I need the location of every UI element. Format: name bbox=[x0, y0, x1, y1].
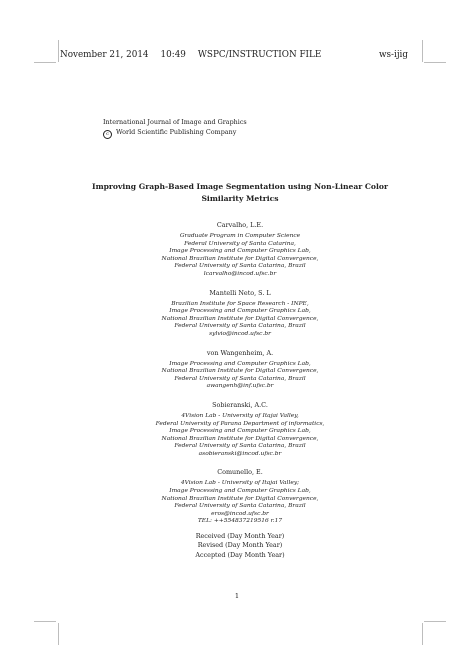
revised-line: Revised (Day Month Year) bbox=[197, 541, 283, 550]
affiliation-line: Brazilian Institute for Space Research - INPE, bbox=[171, 300, 309, 307]
affiliation-line: Image Processing and Computer Graphics Lab, bbox=[169, 360, 311, 367]
affiliation-line: Image Processing and Computer Graphics Lab, bbox=[169, 428, 311, 435]
affiliation-line: National Brazilian Institute for Digital Convergence, bbox=[161, 368, 319, 375]
affiliation-line: National Brazilian Institute for Digital Convergence, bbox=[161, 255, 319, 262]
paper-title-line: Similarity Metrics bbox=[201, 193, 279, 203]
author-affiliation bbox=[102, 361, 378, 391]
page-number: 1 bbox=[234, 592, 240, 600]
affiliation-line: National Brazilian Institute for Digital Convergence, bbox=[161, 495, 319, 502]
crop-mark bbox=[422, 623, 423, 645]
author-affiliation bbox=[102, 413, 378, 459]
journal-publisher-line bbox=[103, 128, 247, 139]
affiliation-line: TEL: ++554837219516 r.17 bbox=[197, 518, 283, 525]
author-block bbox=[102, 289, 378, 339]
author-block bbox=[102, 401, 378, 459]
affiliation-line: asobieranski@incod.ufsc.br bbox=[198, 450, 282, 457]
accepted-line: Accepted (Day Month Year) bbox=[195, 550, 285, 559]
received-line: Received (Day Month Year) bbox=[195, 532, 285, 540]
copyright-icon: c bbox=[103, 130, 112, 139]
affiliation-line: eros@incod.ufsc.br bbox=[211, 510, 269, 517]
affiliation-line: Federal University of Santa Catarina, Brazil bbox=[174, 323, 306, 330]
running-head-file: WSPC/INSTRUCTION FILE bbox=[197, 50, 322, 60]
affiliation-line: Federal University of Santa Catarina, Brazil bbox=[174, 503, 306, 510]
affiliation-line: Federal University of Santa Catarina, bbox=[184, 240, 296, 247]
running-head bbox=[60, 50, 420, 60]
author-affiliation bbox=[102, 480, 378, 526]
journal-info bbox=[103, 118, 247, 139]
affiliation-line: sylvio@incod.ufsc.br bbox=[209, 330, 271, 337]
author-name: von Wangenheim, A. bbox=[206, 348, 274, 357]
author-name: Carvalho, L.E. bbox=[216, 221, 264, 229]
running-head-date: November 21, 2014 bbox=[60, 50, 149, 60]
affiliation-line: National Brazilian Institute for Digital Convergence, bbox=[161, 315, 319, 322]
affiliation-line: Image Processing and Computer Graphics Lab, bbox=[169, 308, 311, 315]
author-name: Sobieranski, A.C. bbox=[212, 400, 268, 409]
author-name: Comunello, E. bbox=[217, 468, 263, 477]
paper-title-line: Improving Graph-Based Image Segmentation using Non-Linear Color bbox=[92, 182, 388, 191]
author-name: Mantelli Neto, S. L bbox=[209, 288, 271, 297]
author-block bbox=[102, 468, 378, 526]
affiliation-line: awangenh@inf.ufsc.br bbox=[206, 383, 274, 390]
affiliation-line: Federal University of Santa Catarina, Brazil bbox=[174, 263, 306, 270]
crop-mark bbox=[424, 621, 446, 622]
affiliation-line: Federal University of Parana Department of informatics, bbox=[155, 420, 325, 427]
author-affiliation bbox=[102, 301, 378, 339]
affiliation-line: National Brazilian Institute for Digital Convergence, bbox=[161, 435, 319, 442]
paper-title bbox=[90, 181, 390, 204]
running-head-ms: ws-ijig bbox=[378, 50, 408, 60]
author-block bbox=[102, 221, 378, 279]
author-list bbox=[102, 221, 378, 536]
crop-mark bbox=[34, 62, 56, 63]
crop-mark bbox=[34, 621, 56, 622]
affiliation-line: Federal University of Santa Catarina, Brazil bbox=[174, 443, 306, 450]
journal-name: International Journal of Image and Graphics bbox=[103, 118, 247, 126]
crop-mark bbox=[58, 40, 59, 62]
journal-publisher: World Scientific Publishing Company bbox=[116, 127, 237, 136]
crop-mark bbox=[424, 62, 446, 63]
running-head-time: 10:49 bbox=[160, 50, 186, 60]
author-affiliation bbox=[102, 233, 378, 279]
affiliation-line: 4Vision Lab - University of Itajai Valley; bbox=[180, 480, 300, 487]
affiliation-line: Federal University of Santa Catarina, Brazil bbox=[174, 375, 306, 382]
crop-mark bbox=[58, 623, 59, 645]
affiliation-line: Image Processing and Computer Graphics Lab, bbox=[169, 488, 311, 495]
author-block bbox=[102, 349, 378, 391]
crop-mark bbox=[422, 40, 423, 62]
affiliation-line: Image Processing and Computer Graphics Lab, bbox=[169, 248, 311, 255]
received-dates bbox=[140, 532, 340, 560]
affiliation-line: 4Vision Lab - University of Itajai Valley, bbox=[181, 412, 299, 419]
affiliation-line: lcarvalho@incod.ufsc.br bbox=[203, 270, 277, 277]
affiliation-line: Graduate Program in Computer Science bbox=[179, 233, 301, 239]
